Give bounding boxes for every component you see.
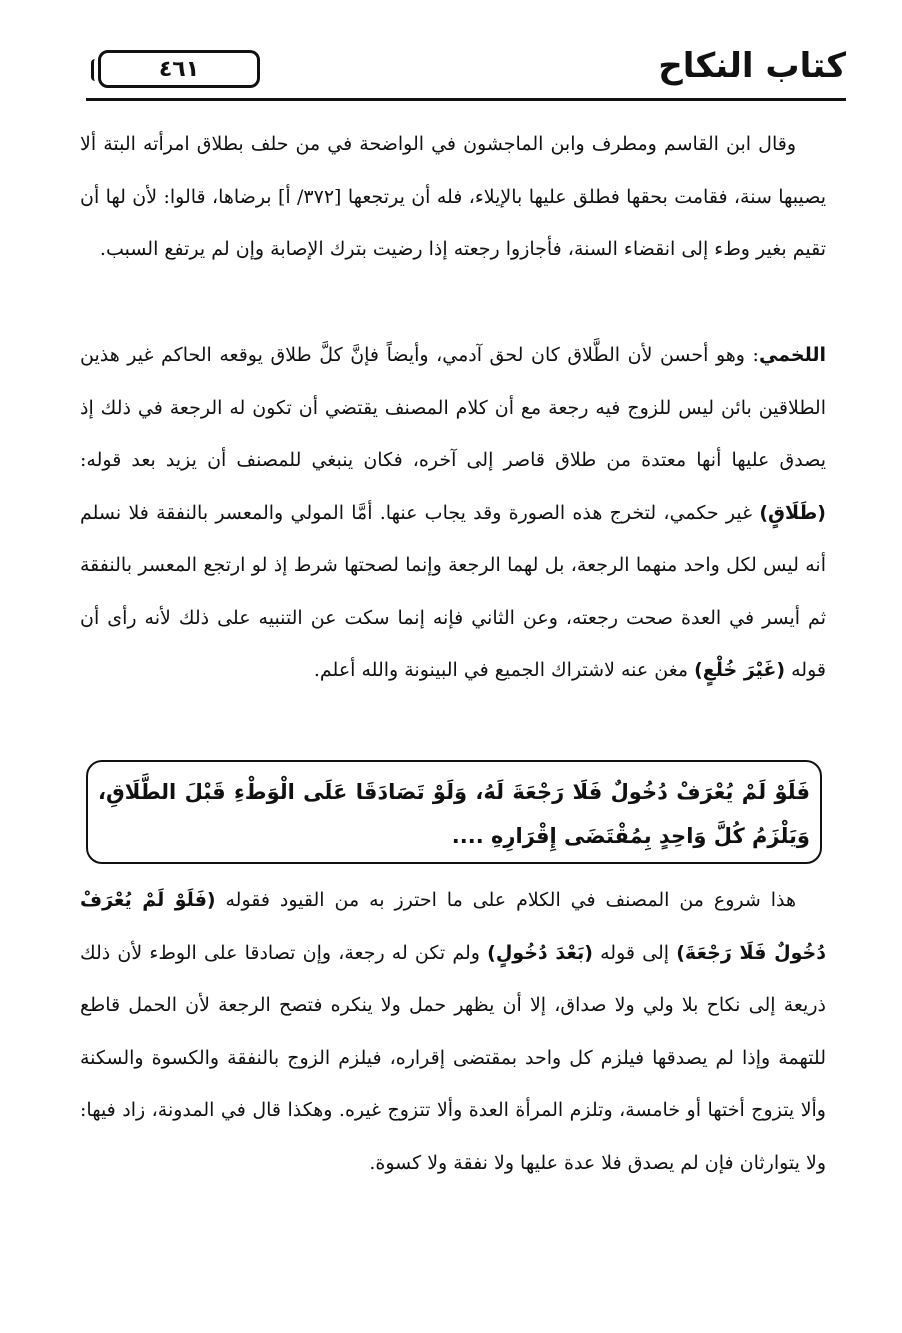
commentary-text [80, 874, 826, 1189]
commentary-part-a: هذا شروع من المصنف في الكلام على ما احترز به من القيود فقوله [215, 889, 796, 911]
lakhmi-label: اللخمي [758, 344, 826, 366]
commentary-part-b: إلى قوله [592, 941, 677, 964]
paragraph-2-text [80, 329, 826, 697]
paragraph-2-part-a: : وهو أحسن لأن الطَّلاق كان لحق آدمي، وأيضاً فإنَّ كلَّ طلاق يوقعه الحاكم غير هذين الطلاقين بائن ليس للزوج فيه رجعة مع أن كلام المصنف يقتضي أن تكون له الرجعة في ذلك إذ يصدق عليها أنها معتدة من طلاق قاصر إلى آخره، فكان ينبغي للمصنف أن يزيد بعد قوله: [80, 344, 826, 471]
page-number: ٤٦١ [98, 50, 260, 88]
matn-quote-text: فَلَوْ لَمْ يُعْرَفْ دُخُولٌ فَلَا رَجْعَةَ لَهُ، وَلَوْ تَصَادَقَا عَلَى الْوَطْءِ قَبْلَ الطَّلَاقِ، وَيَلْزَمُ كُلَّ وَاحِدٍ بِمُقْتَضَى إِقْرَارِهِ .... [98, 780, 810, 848]
quoted-term-bad-dukhul: (بَعْدَ دُخُولٍ) [487, 941, 593, 964]
header-rule [86, 98, 846, 101]
paragraph-1 [80, 118, 826, 276]
quoted-term-falaw: (فَلَوْ لَمْ يُعْرَفْ دُخُولٌ فَلَا رَجْعَةَ) [80, 889, 826, 964]
book-title: كتاب النكاح [658, 46, 846, 86]
page-header [86, 44, 846, 104]
matn-quote-box [86, 760, 822, 864]
paragraph-1-text: وقال ابن القاسم ومطرف وابن الماجشون في الواضحة في من حلف بطلاق امرأته البتة ألا يصيبها سنة، فقامت بحقها فطلق عليها بالإيلاء، فله أن يرتجعها [٣٧٢/ أ] برضاها، قالوا: لأن لها أن تقيم بغير وطء إلى انقضاء السنة، فأجازوا رجعته إذا رضيت بترك الإصابة وإن لم يرتفع السبب. [80, 133, 826, 260]
quoted-term-talaq: (طَلَاقٍ) [759, 501, 826, 524]
commentary-paragraph [80, 874, 826, 1189]
commentary-part-c: ولم تكن له رجعة، وإن تصادقا على الوطء لأن ذلك ذريعة إلى نكاح بلا ولي ولا صداق، إلا أن يظهر حمل ولا ينكره فتصح الرجعة لأن الحمل قاطع للتهمة وإذا لم يصدقها فيلزم كل واحد بمقتضى إقراره، فيلزم الزوج بالنفقة والكسوة والسكنة وألا يتزوج أختها أو خامسة، وتلزم المرأة العدة وألا تتزوج غيره. وهكذا قال في المدونة، زاد فيها: ولا يتوارثان فإن لم يصدق فلا عدة عليها ولا نفقة ولا كسوة. [80, 941, 826, 1174]
paragraph-2-part-c: مغن عنه لاشتراك الجميع في البينونة والله أعلم. [313, 659, 695, 681]
paragraph-2-part-b: غير حكمي، لتخرج هذه الصورة وقد يجاب عنها. أمَّا المولي والمعسر بالنفقة فلا نسلم أنه ليس لكل واحد منهما الرجعة، بل لهما الرجعة وإنما لصحتها شرط إذ لو ارتجع المعسر بالنفقة ثم أيسر في العدة صحت رجعته، وعن الثاني فإنه إنما سكت عن التنبيه على ذلك لأنه رأى أن قوله [80, 501, 826, 681]
paragraph-2 [80, 329, 826, 697]
quoted-term-ghayr-khul: (غَيْرَ خُلْعٍ) [694, 659, 786, 681]
